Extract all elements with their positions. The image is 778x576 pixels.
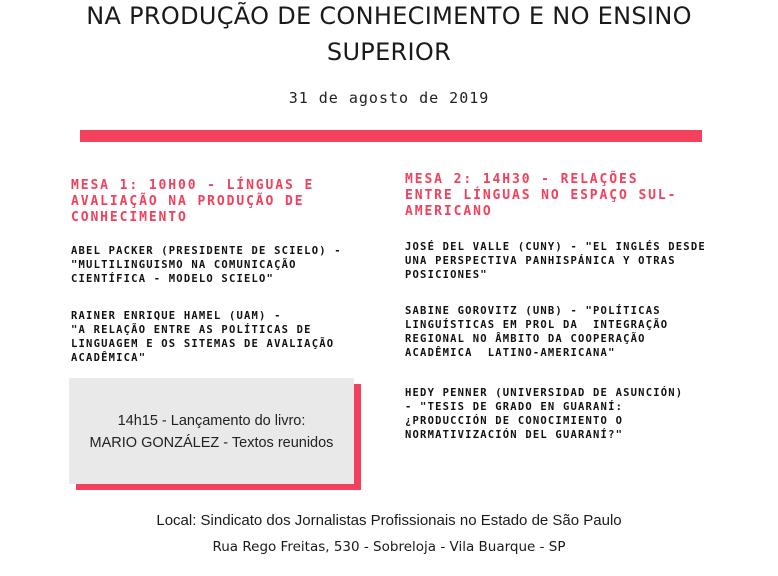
mesa1-talk-hamel [71, 309, 334, 365]
talk-line: ABEL PACKER (PRESIDENTE DE SCIELO) - [71, 245, 342, 257]
mesa1-heading-line: AVALIAÇÃO NA PRODUÇÃO DE [71, 194, 305, 209]
mesa2-talk-penner [405, 386, 683, 442]
mesa2-heading [405, 172, 677, 220]
mesa2-heading-line: MESA 2: 14H30 - RELAÇÕES [405, 172, 639, 187]
accent-divider [80, 130, 702, 142]
talk-line: "MULTILINGUISMO NA COMUNICAÇÃO [71, 259, 297, 271]
mesa2-talk-gorovitz [405, 304, 668, 360]
talk-line: ¿PRODUCCIÓN DE CONOCIMIENTO O [405, 415, 624, 427]
talk-line: CIENTÍFICA - MODELO SCIELO" [71, 273, 275, 285]
talk-line: ACADÊMICA LATINO-AMERICANA" [405, 347, 616, 359]
talk-line: ACADÊMICA" [71, 352, 147, 364]
launch-line-2: MARIO GONZÁLEZ - Textos reunidos [89, 435, 334, 451]
talk-line: - "TESIS DE GRADO EN GUARANÍ: [405, 401, 624, 413]
mesa2-heading-line: ENTRE LÍNGUAS NO ESPAÇO SUL- [405, 188, 678, 203]
talk-line: POSICIONES" [405, 269, 488, 281]
talk-line: LINGUÍSTICAS EM PROL DA INTEGRAÇÃO [405, 319, 669, 331]
mesa1-talk-packer [71, 244, 342, 286]
mesa2-talk-del-valle [405, 240, 706, 282]
book-launch-box [69, 378, 354, 484]
mesa2-heading-line: AMERICANO [405, 204, 493, 219]
talk-line: NORMATIVIZACIÓN DEL GUARANÍ?" [405, 429, 624, 441]
talk-line: "A RELAÇÃO ENTRE AS POLÍTICAS DE [71, 324, 312, 336]
event-date: 31 de agosto de 2019 [288, 89, 490, 107]
mesa1-heading-line: MESA 1: 10H00 - LÍNGUAS E [71, 178, 315, 193]
mesa1-heading [71, 178, 314, 226]
venue-address: Rua Rego Freitas, 530 - Sobreloja - Vila Buarque - SP [212, 539, 566, 555]
talk-line: JOSÉ DEL VALLE (CUNY) - "EL INGLÉS DESDE [405, 241, 706, 253]
talk-line: RAINER ENRIQUE HAMEL (UAM) - [71, 310, 282, 322]
talk-line: LINGUAGEM E OS SITEMAS DE AVALIAÇÃO [71, 338, 335, 350]
launch-line-1: 14h15 - Lançamento do livro: [117, 413, 306, 429]
talk-line: SABINE GOROVITZ (UNB) - "POLÍTICAS [405, 305, 661, 317]
talk-line: HEDY PENNER (UNIVERSIDAD DE ASUNCIÓN) [405, 387, 684, 399]
mesa1-heading-line: CONHECIMENTO [71, 210, 188, 225]
event-title-line-1: NA PRODUÇÃO DE CONHECIMENTO E NO ENSINO [86, 2, 692, 30]
talk-line: UNA PERSPECTIVA PANHISPÁNICA Y OTRAS [405, 255, 676, 267]
venue-text: Local: Sindicato dos Jornalistas Profissionais no Estado de São Paulo [156, 512, 622, 529]
event-title-line-2: SUPERIOR [326, 38, 452, 66]
talk-line: REGIONAL NO ÂMBITO DA COOPERAÇÃO [405, 333, 646, 345]
